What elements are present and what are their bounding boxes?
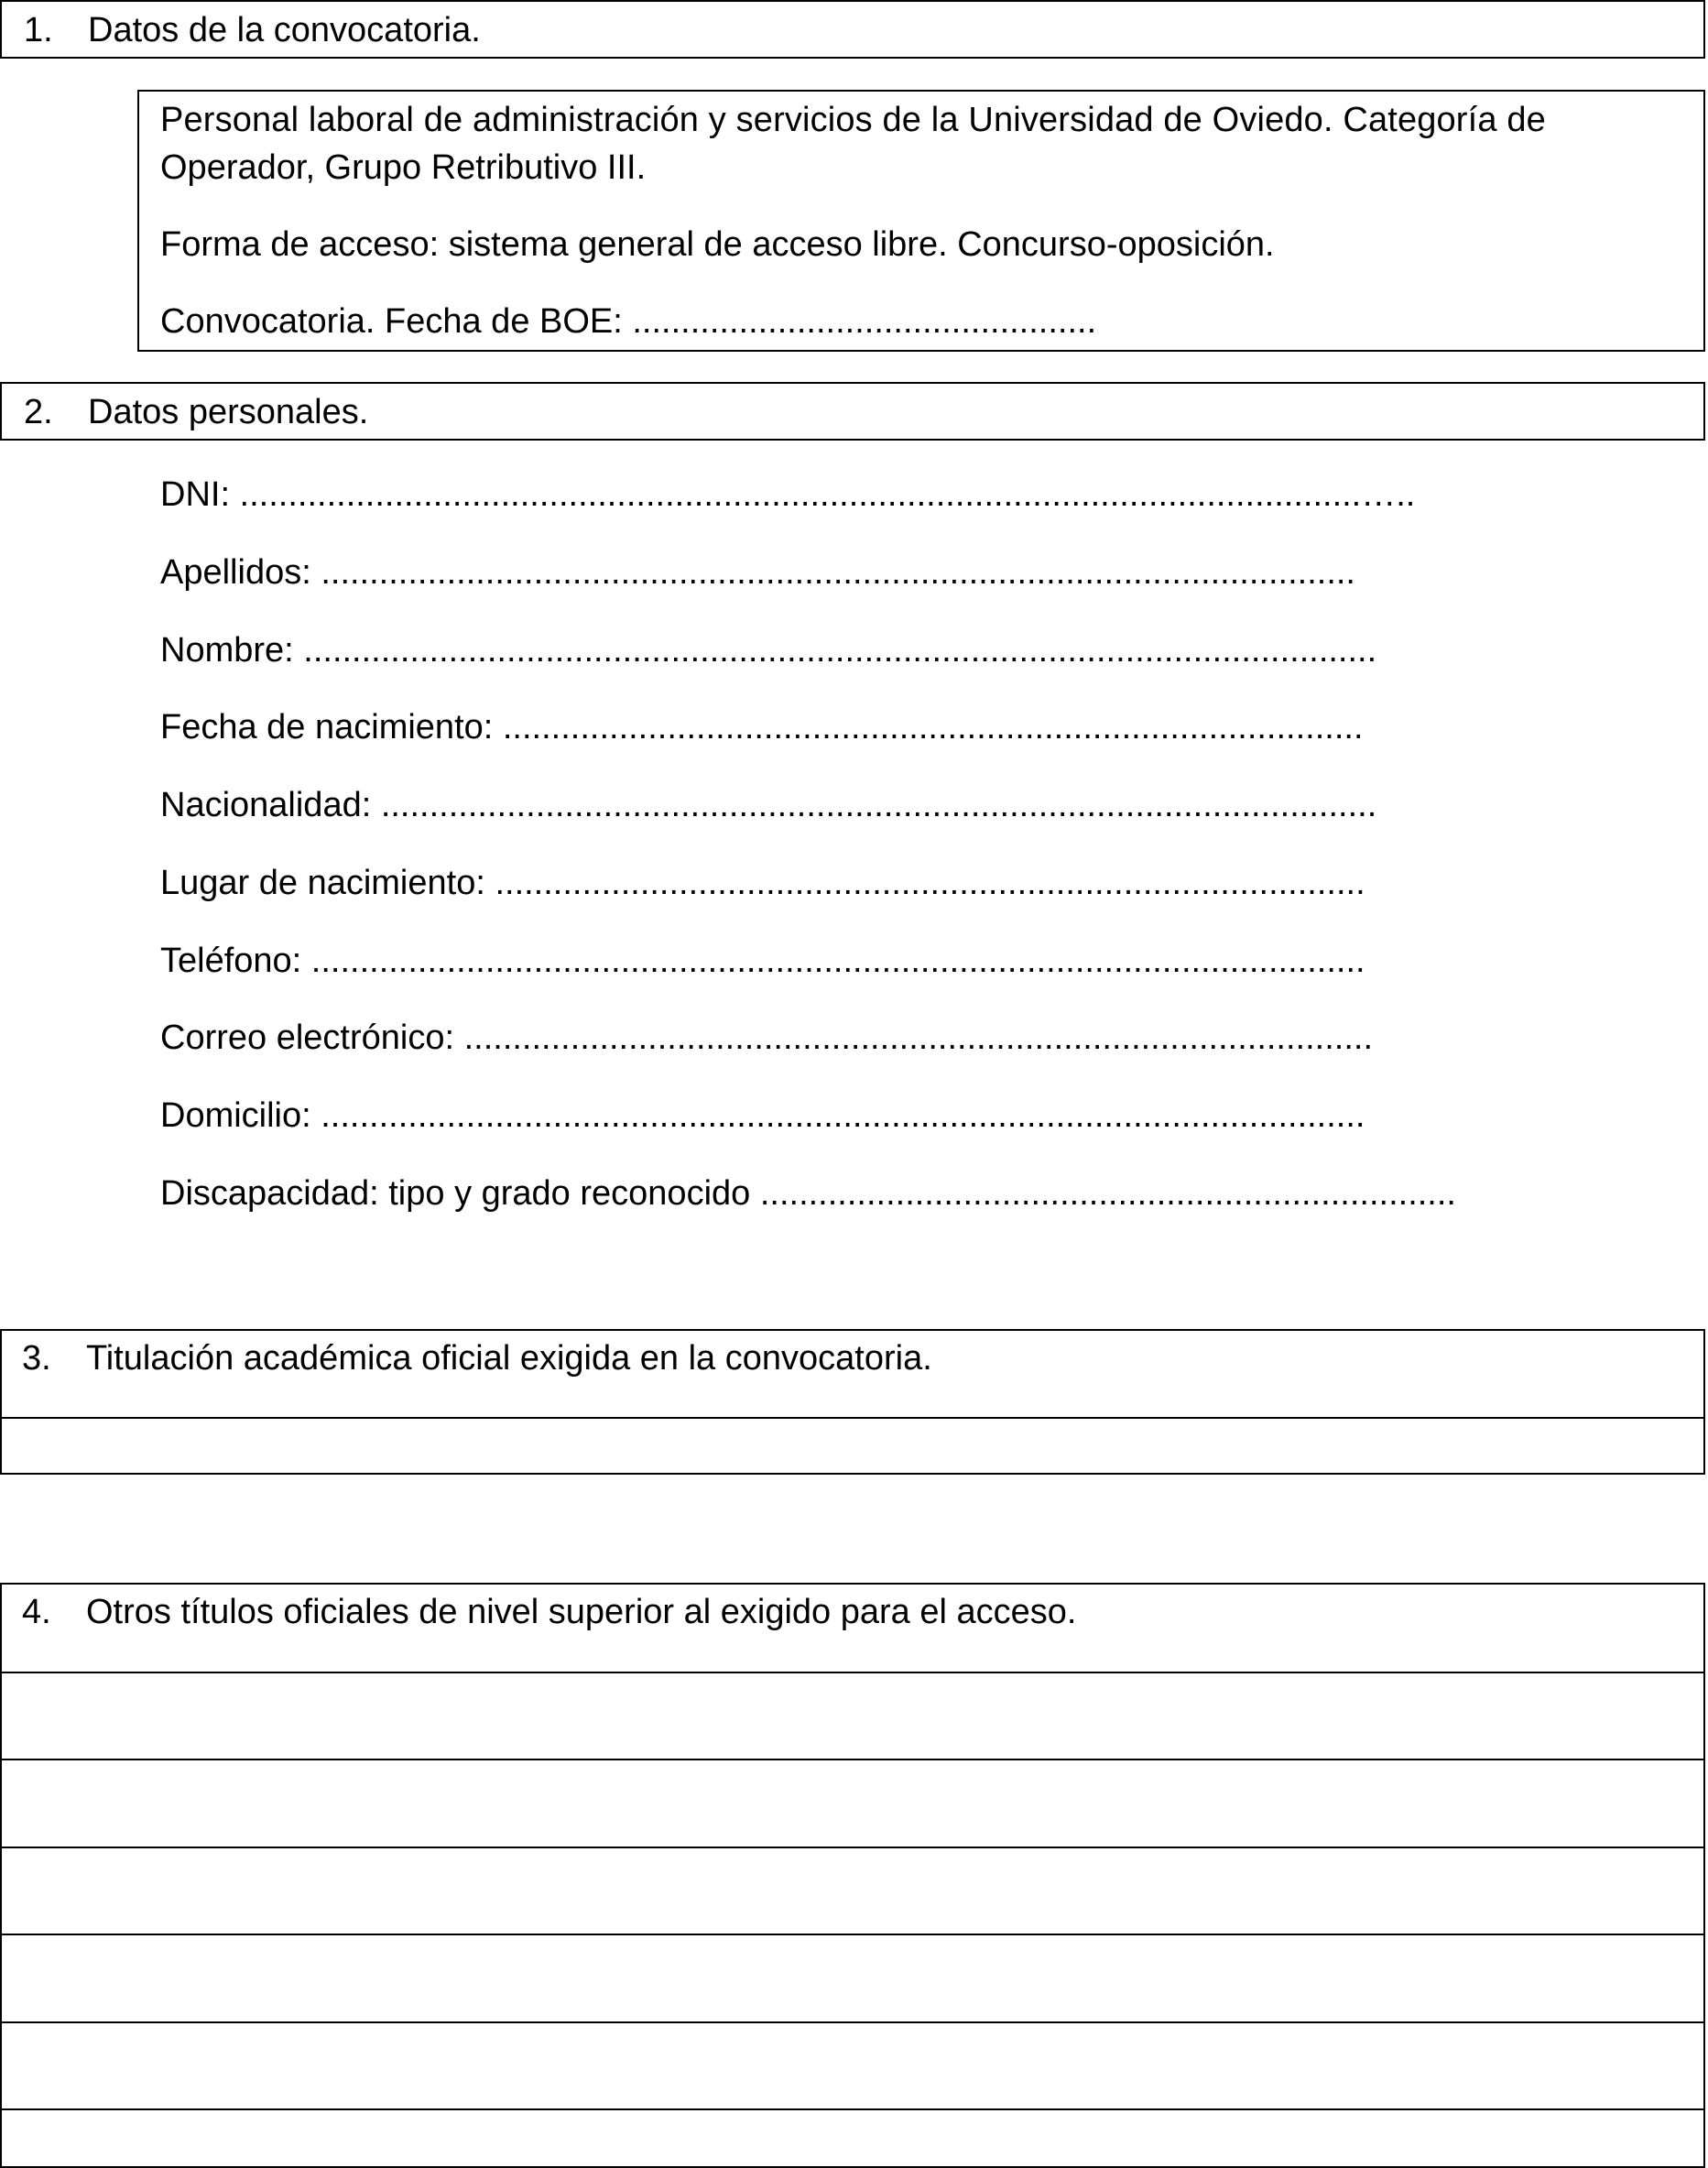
discapacidad-field[interactable]: Discapacidad: tipo y grado reconocido ........................................................................ [160,1174,1456,1213]
section1-header [0,0,1705,59]
section1-number: 1. [24,11,53,49]
section3-entry-row[interactable] [2,1419,1703,1473]
section4-entry-row[interactable] [2,1673,1703,1759]
section3-title: Titulación académica oficial exigida en la convocatoria. [86,1339,932,1378]
section4-entry-row[interactable] [2,2023,1703,2108]
convocatoria-details-box [137,90,1705,352]
section1-title: Datos de la convocatoria. [88,11,481,49]
fecha-nacimiento-field[interactable]: Fecha de nacimiento: ......................................................................................... [160,708,1364,746]
section4-title: Otros títulos oficiales de nivel superior al exigido para el acceso. [86,1593,1077,1631]
convocatoria-description-line2: Operador, Grupo Retributivo III. [160,148,647,187]
section2-number: 2. [24,393,53,431]
section4-table [0,1583,1705,2168]
correo-electronico-field[interactable]: Correo electrónico: .............................................................................................. [160,1019,1374,1057]
section4-entry-row[interactable] [2,1760,1703,1846]
domicilio-field[interactable]: Domicilio: ............................................................................................................ [160,1096,1365,1135]
section4-number: 4. [22,1593,51,1631]
telefono-field[interactable]: Teléfono: ............................................................................................................. [160,942,1365,980]
nacionalidad-field[interactable]: Nacionalidad: ....................................................................................................... [160,786,1377,824]
section3-number: 3. [22,1339,51,1378]
section3-table [0,1329,1705,1475]
section4-entry-row[interactable] [2,2110,1703,2166]
section2-title: Datos personales. [88,393,369,431]
access-method: Forma de acceso: sistema general de acceso libre. Concurso-oposición. [160,225,1275,264]
section2-header [0,382,1705,441]
section4-entry-row[interactable] [2,1935,1703,2021]
apellidos-field[interactable]: Apellidos: ........................................................................................................... [160,553,1355,592]
section4-entry-row[interactable] [2,1848,1703,1934]
nombre-field[interactable]: Nombre: ............................................................................................................... [160,631,1377,670]
dni-field[interactable]: DNI: ....................................................................................................................….. [160,475,1416,514]
boe-date-field[interactable]: Convocatoria. Fecha de BOE: ................................................ [160,302,1097,341]
lugar-nacimiento-field[interactable]: Lugar de nacimiento: .......................................................................................... [160,864,1365,902]
convocatoria-description-line1: Personal laboral de administración y servicios de la Universidad de Oviedo. Categoría de [160,101,1546,139]
